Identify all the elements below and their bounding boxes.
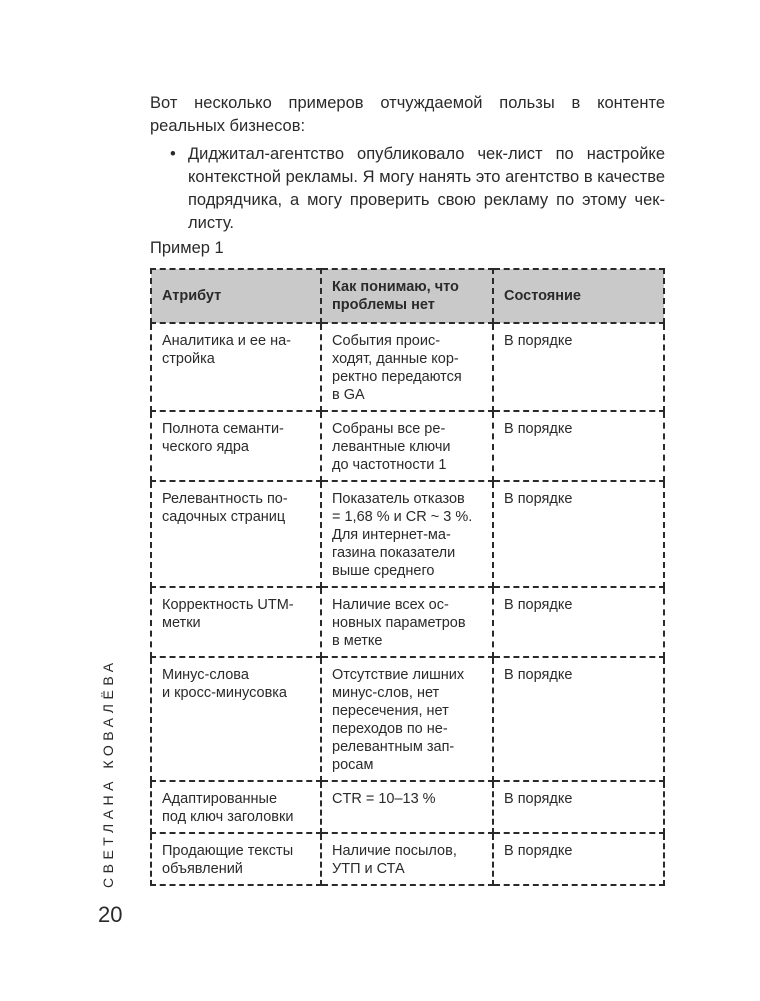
table-row (151, 781, 664, 833)
page-number: 20 (98, 902, 123, 927)
cell-status: В порядке (493, 781, 664, 833)
bullet-list (170, 143, 665, 235)
bullet-text: Диджитал-агентство опубликовало чек-лист по настройке контекстной рекламы. Я могу нанять это агентство в качестве подрядчика, а могу проверить свою рекламу по этому чек-листу. (188, 145, 665, 232)
cell-criterion: CTR = 10–13 % (321, 781, 493, 833)
intro-paragraph: Вот несколько примеров отчуждаемой пользы в контенте реальных бизнесов: (150, 94, 665, 135)
table-header-row (151, 269, 664, 323)
cell-status: В порядке (493, 657, 664, 781)
table-row (151, 323, 664, 411)
table-row (151, 481, 664, 587)
cell-status: В порядке (493, 323, 664, 411)
table-row (151, 657, 664, 781)
example-label: Пример 1 (150, 239, 224, 257)
author-running-head: СВЕТЛАНА КОВАЛЁВА (100, 658, 116, 888)
example-table (150, 268, 665, 886)
cell-attribute: Минус-слова и кросс-минусовка (151, 657, 321, 781)
table-row (151, 411, 664, 481)
cell-attribute: Релевантность по- садочных страниц (151, 481, 321, 587)
cell-criterion: Наличие посылов, УТП и СТА (321, 833, 493, 885)
header-status: Состояние (493, 269, 664, 323)
cell-criterion: Наличие всех ос- новных параметров в метке (321, 587, 493, 657)
cell-status: В порядке (493, 833, 664, 885)
cell-criterion: Показатель отказов = 1,68 % и CR ~ 3 %. Для интернет-ма- газина показатели выше среднего (321, 481, 493, 587)
cell-attribute: Продающие тексты объявлений (151, 833, 321, 885)
bullet-item (170, 143, 665, 235)
cell-status: В порядке (493, 481, 664, 587)
cell-attribute: Аналитика и ее на- стройка (151, 323, 321, 411)
table-row (151, 833, 664, 885)
cell-attribute: Адаптированные под ключ заголовки (151, 781, 321, 833)
cell-criterion: Собраны все ре- левантные ключи до частотности 1 (321, 411, 493, 481)
bullet-marker: • (170, 145, 176, 163)
cell-status: В порядке (493, 411, 664, 481)
cell-attribute: Полнота семанти- ческого ядра (151, 411, 321, 481)
cell-criterion: События проис- ходят, данные кор- ректно передаются в GA (321, 323, 493, 411)
header-criterion: Как понимаю, что проблемы нет (321, 269, 493, 323)
header-attribute: Атрибут (151, 269, 321, 323)
cell-status: В порядке (493, 587, 664, 657)
cell-attribute: Корректность UTM- метки (151, 587, 321, 657)
table-row (151, 587, 664, 657)
cell-criterion: Отсутствие лишних минус-слов, нет пересечения, нет переходов по не- релевантным зап- росам (321, 657, 493, 781)
